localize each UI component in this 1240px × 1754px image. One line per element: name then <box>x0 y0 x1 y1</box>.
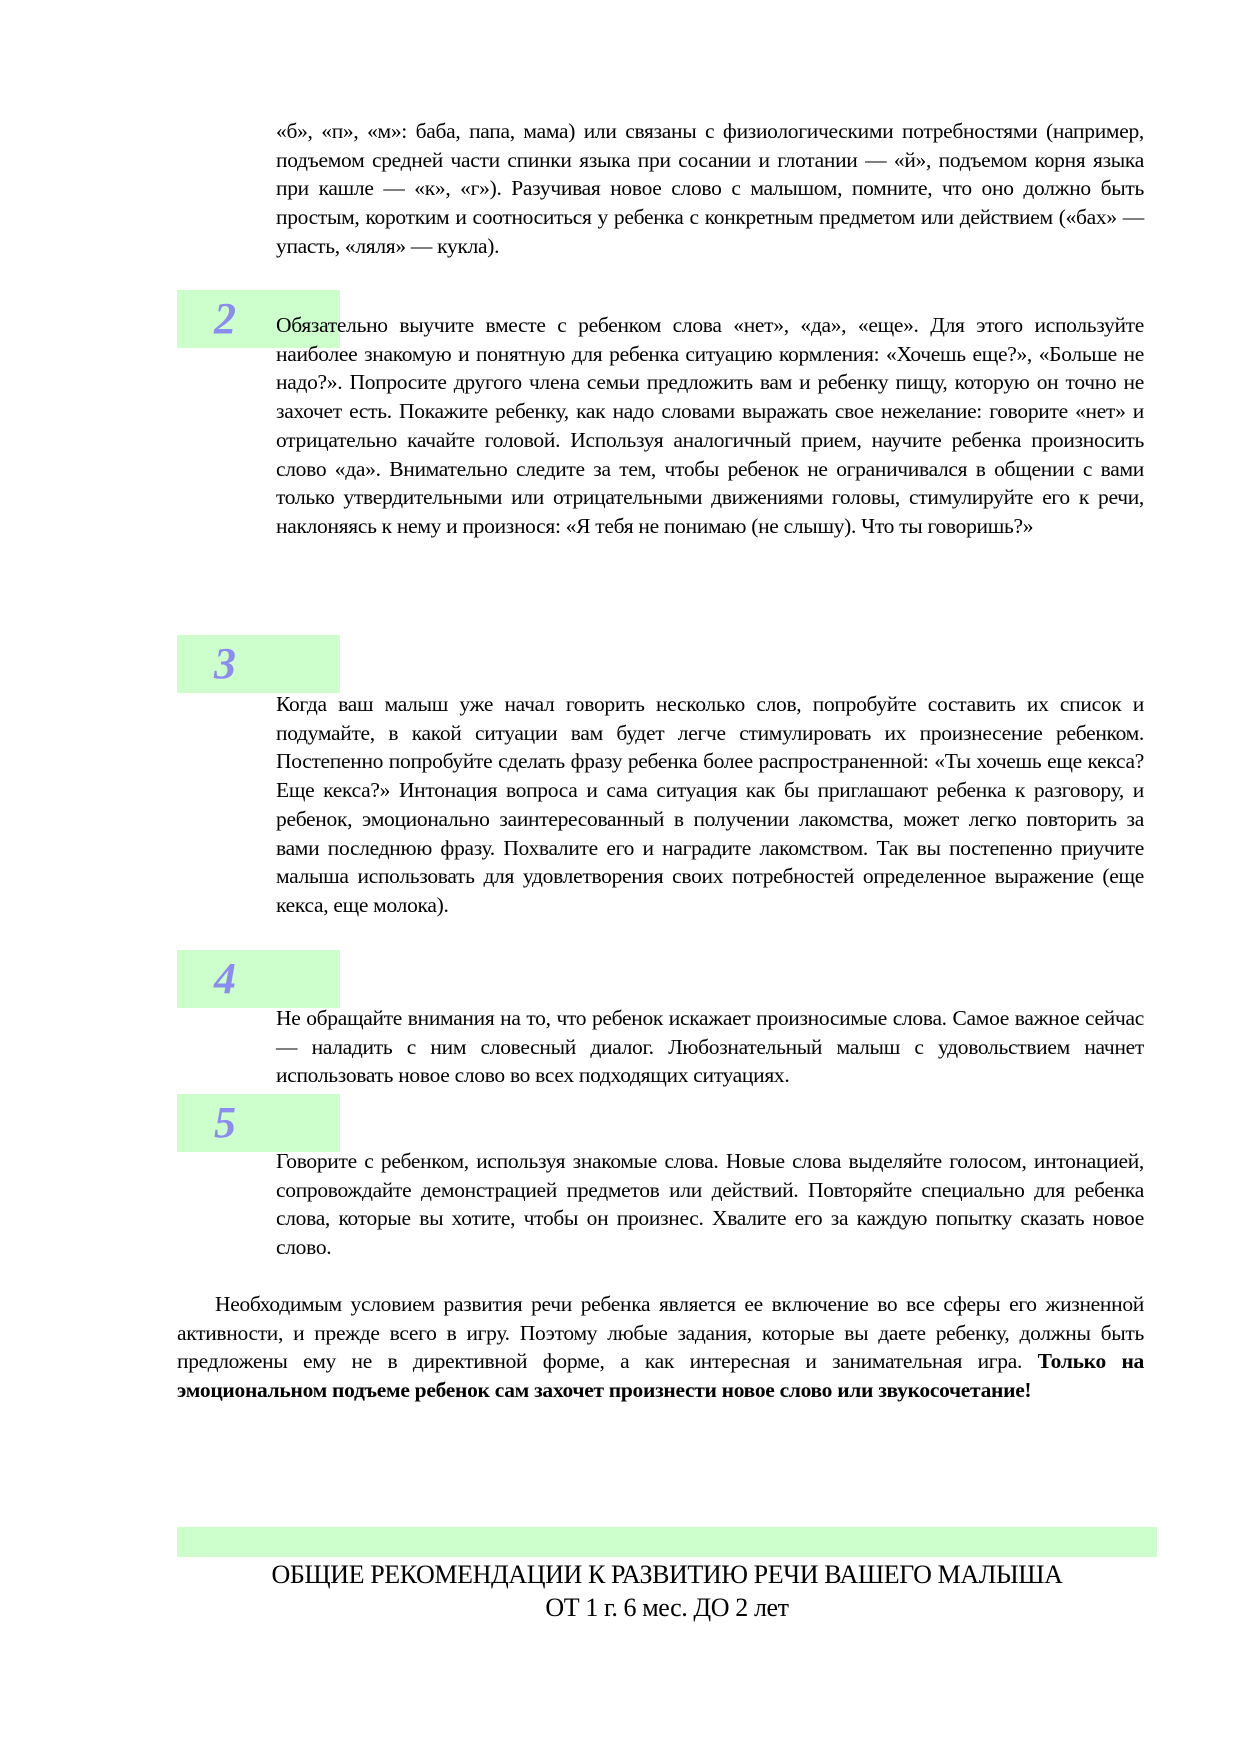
item-number-box-3 <box>177 635 340 693</box>
item-number: 5 <box>214 1098 236 1147</box>
item-number-box-5 <box>177 1094 340 1152</box>
intro-continuation-paragraph: «б», «п», «м»: баба, папа, мама) или связаны с физиологическими потребностями (например, подъемом средней части спинки языка при сосании и глотании — «й», подъемом корня языка при кашле — «к», «г»). Разучивая новое слово с малышом, помните, что оно должно быть простым, коротким и соотноситься у ребенка с конкретным предметом или действием («бах» — упасть, «ляля» — кукла). <box>276 119 1144 258</box>
item-number: 3 <box>214 639 236 688</box>
conclusion-paragraph <box>177 1290 1144 1405</box>
section-divider-bar <box>177 1527 1157 1557</box>
item-4-paragraph: Не обращайте внимания на то, что ребенок искажает произносимые слова. Самое важное сейчас — наладить с ним словесный диалог. Любознательный малыш с удовольствием начнет использовать новое слово во всех подходящих ситуациях. <box>276 1006 1144 1088</box>
item-number-box-4 <box>177 950 340 1008</box>
conclusion-emphasis: Только на эмоциональном подъеме ребенок сам захочет произнести новое слово или звукосочетание! <box>177 1349 1144 1403</box>
item-number: 2 <box>214 294 236 343</box>
item-3-paragraph: Когда ваш малыш уже начал говорить несколько слов, попробуйте составить их список и подумайте, в какой ситуации вам будет легче стимулировать их произнесение ребенком. Постепенно попробуйте сделать фразу ребенка более распространенной: «Ты хочешь еще кекса? Еще кекса?» Интонация вопроса и сама ситуация как бы приглашают ребенка к разговору, и ребенок, эмоционально заинтересованный в получении лакомства, может легко повторить за вами последнюю фразу. Похвалите его и наградите лакомством. Так вы постепенно приучите малыша использовать для удовлетворения своих потребностей определенное выражение (еще кекса, еще молока). <box>276 692 1144 917</box>
item-5-paragraph: Говорите с ребенком, используя знакомые слова. Новые слова выделяйте голосом, интонацией, сопровождайте демонстрацией предметов или действий. Повторяйте специально для ребенка слова, которые вы хотите, чтобы он произнес. Хвалите его за каждую попытку сказать новое слово. <box>276 1149 1144 1260</box>
section-heading-line2: ОТ 1 г. 6 мес. ДО 2 лет <box>545 1593 789 1622</box>
section-heading-line1: ОБЩИЕ РЕКОМЕНДАЦИИ К РАЗВИТИЮ РЕЧИ ВАШЕГО МАЛЫША <box>271 1560 1063 1589</box>
item-number: 4 <box>214 954 236 1003</box>
conclusion-text: Необходимым условием развития речи ребенка является ее включение во все сферы его жизненной активности, и прежде всего в игру. Поэтому любые задания, которые вы даете ребенку, должны быть предложены ему не в директивной форме, а как интересная и занимательная игра. <box>177 1292 1144 1374</box>
item-2-paragraph: Обязательно выучите вместе с ребенком слова «нет», «да», «еще». Для этого используйте наиболее знакомую и понятную для ребенка ситуацию кормления: «Хочешь еще?», «Больше не надо?». Попросите другого члена семьи предложить вам и ребенку пищу, которую он точно не захочет есть. Покажите ребенку, как надо словами выражать свое нежелание: говорите «нет» и отрицательно качайте головой. Используя аналогичный прием, научите ребенка произносить слово «да». Внимательно следите за тем, чтобы ребенок не ограничивался в общении с вами только утвердительными или отрицательными движениями головы, стимулируйте его к речи, наклоняясь к нему и произнося: «Я тебя не понимаю (не слышу). Что ты говоришь?» <box>276 313 1144 538</box>
